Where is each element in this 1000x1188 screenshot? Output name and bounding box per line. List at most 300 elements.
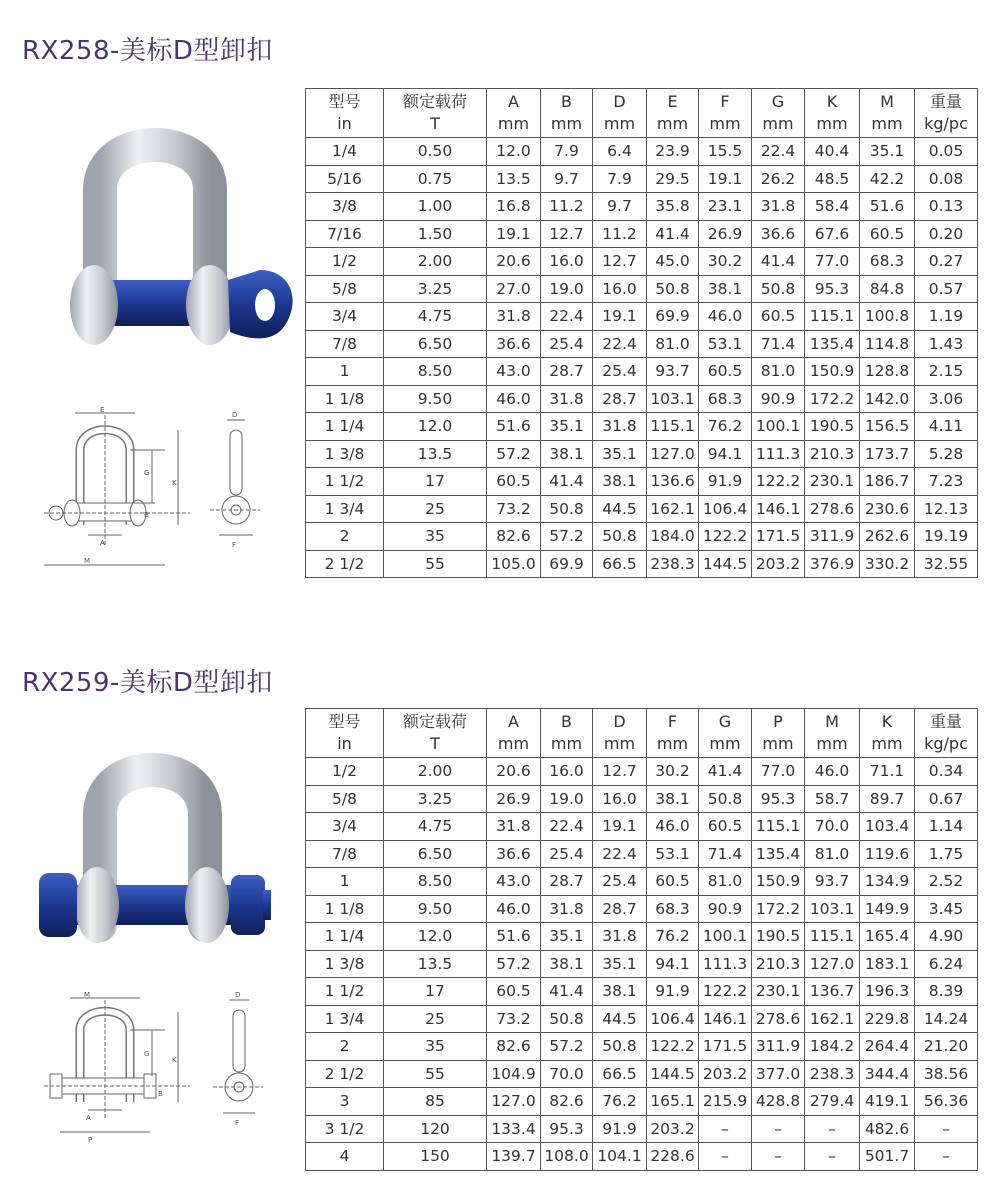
column-header-unit: mm: [871, 734, 903, 753]
table-cell: 22.4: [752, 138, 805, 166]
table-cell: 3.25: [384, 785, 487, 813]
table-cell: 68.3: [699, 385, 752, 413]
column-header-label: B: [561, 92, 572, 111]
column-header: [384, 709, 487, 758]
table-cell: 122.2: [699, 523, 752, 551]
table-cell: 29.5: [647, 165, 699, 193]
table-cell: 6.24: [915, 950, 978, 978]
table-cell: 230.1: [752, 978, 805, 1006]
section-title-rx258: RX258-美标D型卸扣: [22, 36, 273, 66]
column-header-label: G: [771, 92, 785, 111]
table-cell: 68.3: [647, 895, 699, 923]
column-header-unit: mm: [603, 114, 636, 133]
table-cell: 35: [384, 523, 487, 551]
table-cell: 150.9: [805, 358, 860, 386]
svg-text:P: P: [88, 1136, 93, 1144]
table-cell: 203.2: [699, 1060, 752, 1088]
column-header-label: G: [718, 712, 732, 731]
table-cell: 238.3: [805, 1060, 860, 1088]
table-cell: 60.5: [699, 358, 752, 386]
column-header-unit: T: [430, 114, 440, 133]
table-cell: 1.14: [915, 813, 978, 841]
column-header-unit: kg/pc: [924, 114, 968, 133]
table-cell: 5.28: [915, 440, 978, 468]
table-cell: 44.5: [593, 495, 647, 523]
table-cell: 3/4: [306, 813, 384, 841]
table-cell: 2: [306, 523, 384, 551]
table-cell: 156.5: [860, 413, 915, 441]
table-cell: 3/8: [306, 193, 384, 221]
column-header-unit: mm: [656, 114, 689, 133]
column-header-label: E: [667, 92, 678, 111]
table-cell: 186.7: [860, 468, 915, 496]
table-cell: 41.4: [752, 248, 805, 276]
table-cell: 60.5: [752, 303, 805, 331]
table-cell: 1 3/8: [306, 440, 384, 468]
table-cell: 330.2: [860, 550, 915, 578]
table-cell: 91.9: [593, 1115, 647, 1143]
table-cell: 133.4: [487, 1115, 541, 1143]
svg-text:B: B: [144, 511, 149, 519]
table-cell: 122.2: [647, 1033, 699, 1061]
table-row: [306, 468, 978, 496]
table-cell: 136.7: [805, 978, 860, 1006]
table-cell: 144.5: [699, 550, 752, 578]
table-cell: 57.2: [487, 950, 541, 978]
table-cell: 69.9: [541, 550, 593, 578]
shackle-photo-rx259: [35, 745, 275, 985]
table-cell: 55: [384, 550, 487, 578]
table-cell: 9.50: [384, 895, 487, 923]
column-header: [541, 709, 593, 758]
table-row: [306, 813, 978, 841]
column-header-unit: T: [430, 734, 440, 753]
table-cell: 7.9: [593, 165, 647, 193]
table-cell: 31.8: [487, 813, 541, 841]
table-cell: 36.6: [487, 330, 541, 358]
table-cell: 146.1: [752, 495, 805, 523]
table-cell: 184.2: [805, 1033, 860, 1061]
table-cell: 31.8: [541, 385, 593, 413]
table-cell: 1/2: [306, 248, 384, 276]
table-cell: 48.5: [805, 165, 860, 193]
table-cell: 50.8: [541, 1005, 593, 1033]
table-cell: 173.7: [860, 440, 915, 468]
table-cell: 60.5: [487, 978, 541, 1006]
table-row: [306, 1143, 978, 1171]
column-header: [860, 709, 915, 758]
column-header: [915, 89, 978, 138]
table-cell: 16.0: [593, 785, 647, 813]
column-header: [699, 709, 752, 758]
table-cell: 94.1: [647, 950, 699, 978]
table-cell: 1: [306, 868, 384, 896]
table-cell: 9.50: [384, 385, 487, 413]
table-cell: 19.0: [541, 785, 593, 813]
table-cell: 35.1: [541, 413, 593, 441]
table-cell: 31.8: [487, 303, 541, 331]
svg-text:G: G: [144, 469, 150, 477]
table-cell: 35.8: [647, 193, 699, 221]
spec-table-rx258: [305, 88, 978, 578]
table-cell: 22.4: [541, 813, 593, 841]
table-cell: 4.11: [915, 413, 978, 441]
table-cell: 104.1: [593, 1143, 647, 1171]
table-cell: 142.0: [860, 385, 915, 413]
table-cell: 94.1: [699, 440, 752, 468]
table-cell: 482.6: [860, 1115, 915, 1143]
table-cell: 66.5: [593, 1060, 647, 1088]
table-cell: 12.0: [384, 413, 487, 441]
column-header: [541, 89, 593, 138]
table-cell: 68.3: [860, 248, 915, 276]
table-cell: 20.6: [487, 758, 541, 786]
table-cell: 135.4: [805, 330, 860, 358]
table-cell: 40.4: [805, 138, 860, 166]
table-cell: 14.24: [915, 1005, 978, 1033]
table-cell: 165.1: [647, 1088, 699, 1116]
shackle-photo-rx258: [60, 120, 300, 370]
table-cell: 38.1: [699, 275, 752, 303]
table-cell: 41.4: [541, 468, 593, 496]
table-cell: 89.7: [860, 785, 915, 813]
table-cell: 162.1: [647, 495, 699, 523]
shackle-drawing-front-rx259: [40, 990, 200, 1150]
table-header-row: [306, 89, 978, 138]
table-header-row: [306, 709, 978, 758]
table-cell: 100.1: [752, 413, 805, 441]
table-cell: 16.0: [541, 248, 593, 276]
table-cell: 115.1: [805, 923, 860, 951]
column-header-label: F: [667, 712, 678, 731]
table-cell: 238.3: [647, 550, 699, 578]
table-row: [306, 1115, 978, 1143]
table-cell: 38.1: [647, 785, 699, 813]
table-cell: 25.4: [541, 330, 593, 358]
table-cell: 262.6: [860, 523, 915, 551]
table-cell: 3.45: [915, 895, 978, 923]
table-row: [306, 895, 978, 923]
table-cell: 25.4: [593, 868, 647, 896]
column-header: [752, 89, 805, 138]
table-cell: 1.00: [384, 193, 487, 221]
table-row: [306, 550, 978, 578]
column-header: [860, 89, 915, 138]
table-cell: 81.0: [699, 868, 752, 896]
table-cell: 56.36: [915, 1088, 978, 1116]
table-cell: 0.75: [384, 165, 487, 193]
table-cell: 51.6: [487, 413, 541, 441]
table-cell: 0.20: [915, 220, 978, 248]
table-row: [306, 303, 978, 331]
table-cell: 23.1: [699, 193, 752, 221]
table-cell: 0.34: [915, 758, 978, 786]
table-row: [306, 248, 978, 276]
table-cell: 20.6: [487, 248, 541, 276]
table-cell: 15.5: [699, 138, 752, 166]
table-row: [306, 1033, 978, 1061]
table-cell: 25.4: [541, 840, 593, 868]
table-cell: 19.1: [699, 165, 752, 193]
table-cell: 11.2: [593, 220, 647, 248]
table-cell: –: [752, 1115, 805, 1143]
table-cell: –: [699, 1143, 752, 1171]
table-cell: 27.0: [487, 275, 541, 303]
table-cell: 228.6: [647, 1143, 699, 1171]
table-cell: 91.9: [699, 468, 752, 496]
table-cell: 1 1/4: [306, 923, 384, 951]
table-cell: 70.0: [541, 1060, 593, 1088]
table-cell: 127.0: [487, 1088, 541, 1116]
column-header-label: M: [880, 92, 894, 111]
column-header-unit: mm: [550, 114, 583, 133]
table-cell: 8.50: [384, 358, 487, 386]
svg-text:A: A: [86, 1114, 91, 1122]
table-cell: 12.13: [915, 495, 978, 523]
table-cell: 203.2: [647, 1115, 699, 1143]
table-cell: 71.4: [752, 330, 805, 358]
svg-text:B: B: [158, 1090, 163, 1098]
table-cell: 196.3: [860, 978, 915, 1006]
column-header-unit: mm: [603, 734, 636, 753]
table-cell: 19.19: [915, 523, 978, 551]
table-cell: 171.5: [752, 523, 805, 551]
table-cell: –: [915, 1143, 978, 1171]
table-cell: 12.7: [593, 758, 647, 786]
table-cell: 1 1/2: [306, 468, 384, 496]
table-cell: 22.4: [593, 330, 647, 358]
table-cell: 70.0: [805, 813, 860, 841]
table-cell: 230.6: [860, 495, 915, 523]
column-header: [752, 709, 805, 758]
table-cell: 25: [384, 495, 487, 523]
table-cell: 60.5: [487, 468, 541, 496]
table-cell: 60.5: [647, 868, 699, 896]
table-cell: –: [699, 1115, 752, 1143]
table-cell: 31.8: [752, 193, 805, 221]
table-cell: 12.7: [593, 248, 647, 276]
column-header-unit: mm: [709, 734, 741, 753]
table-row: [306, 385, 978, 413]
table-cell: 13.5: [487, 165, 541, 193]
table-cell: 2: [306, 1033, 384, 1061]
table-cell: 7/8: [306, 840, 384, 868]
table-cell: 82.6: [487, 1033, 541, 1061]
table-cell: 16.8: [487, 193, 541, 221]
column-header: [306, 709, 384, 758]
svg-text:G: G: [144, 1050, 150, 1058]
table-cell: 67.6: [805, 220, 860, 248]
table-cell: 2 1/2: [306, 1060, 384, 1088]
table-cell: 3.25: [384, 275, 487, 303]
table-row: [306, 165, 978, 193]
table-cell: 76.2: [699, 413, 752, 441]
column-header-unit: in: [337, 734, 352, 753]
table-cell: 21.20: [915, 1033, 978, 1061]
table-row: [306, 758, 978, 786]
table-cell: 71.4: [699, 840, 752, 868]
table-cell: 13.5: [384, 950, 487, 978]
column-header: [487, 89, 541, 138]
table-cell: 2.00: [384, 758, 487, 786]
column-header: [306, 89, 384, 138]
table-cell: 1/4: [306, 138, 384, 166]
table-cell: 43.0: [487, 868, 541, 896]
table-cell: 35.1: [593, 950, 647, 978]
table-cell: 25: [384, 1005, 487, 1033]
table-row: [306, 785, 978, 813]
table-cell: 1 1/8: [306, 385, 384, 413]
table-cell: 35.1: [593, 440, 647, 468]
table-cell: 1 3/4: [306, 495, 384, 523]
table-cell: 111.3: [699, 950, 752, 978]
table-cell: 42.2: [860, 165, 915, 193]
column-header-label: A: [508, 712, 519, 731]
table-cell: 2.00: [384, 248, 487, 276]
table-row: [306, 138, 978, 166]
table-cell: 9.7: [593, 193, 647, 221]
table-cell: 278.6: [752, 1005, 805, 1033]
table-cell: 376.9: [805, 550, 860, 578]
table-cell: 9.7: [541, 165, 593, 193]
spec-table-rx259: [305, 708, 978, 1171]
table-cell: 4.75: [384, 813, 487, 841]
table-cell: 1.50: [384, 220, 487, 248]
table-cell: 106.4: [699, 495, 752, 523]
table-cell: 51.6: [860, 193, 915, 221]
table-cell: 46.0: [699, 303, 752, 331]
table-cell: 1/2: [306, 758, 384, 786]
svg-text:A: A: [100, 539, 105, 547]
table-cell: 60.5: [699, 813, 752, 841]
table-cell: 30.2: [699, 248, 752, 276]
table-cell: 115.1: [752, 813, 805, 841]
svg-text:D: D: [232, 411, 238, 419]
table-cell: 428.8: [752, 1088, 805, 1116]
svg-text:K: K: [172, 479, 177, 487]
table-cell: 82.6: [487, 523, 541, 551]
table-row: [306, 523, 978, 551]
column-header: [384, 89, 487, 138]
table-cell: 264.4: [860, 1033, 915, 1061]
column-header-unit: kg/pc: [924, 734, 968, 753]
table-cell: –: [752, 1143, 805, 1171]
column-header-unit: mm: [497, 734, 530, 753]
table-cell: 57.2: [541, 523, 593, 551]
table-cell: 100.1: [699, 923, 752, 951]
column-header-unit: mm: [762, 734, 794, 753]
table-row: [306, 275, 978, 303]
table-row: [306, 923, 978, 951]
table-cell: 115.1: [647, 413, 699, 441]
table-cell: 210.3: [805, 440, 860, 468]
column-header-unit: mm: [816, 114, 848, 133]
table-cell: 22.4: [541, 303, 593, 331]
table-cell: 19.0: [541, 275, 593, 303]
shackle-drawing-side-rx259: [205, 985, 265, 1135]
column-header: [647, 709, 699, 758]
table-row: [306, 330, 978, 358]
table-cell: 50.8: [647, 275, 699, 303]
svg-text:E: E: [100, 406, 105, 414]
table-cell: 71.1: [860, 758, 915, 786]
table-cell: 46.0: [805, 758, 860, 786]
column-header: [647, 89, 699, 138]
column-header-label: 型号: [328, 92, 361, 111]
svg-text:M: M: [84, 557, 91, 565]
table-cell: 81.0: [752, 358, 805, 386]
table-cell: 60.5: [860, 220, 915, 248]
table-cell: 120: [384, 1115, 487, 1143]
column-header: [915, 709, 978, 758]
table-row: [306, 413, 978, 441]
table-cell: 4: [306, 1143, 384, 1171]
table-cell: 17: [384, 978, 487, 1006]
table-cell: 1 3/4: [306, 1005, 384, 1033]
table-cell: –: [805, 1143, 860, 1171]
table-cell: 53.1: [699, 330, 752, 358]
table-cell: 419.1: [860, 1088, 915, 1116]
table-cell: 7/16: [306, 220, 384, 248]
table-cell: 69.9: [647, 303, 699, 331]
table-cell: 162.1: [805, 1005, 860, 1033]
column-header: [487, 709, 541, 758]
table-cell: 311.9: [752, 1033, 805, 1061]
table-cell: 8.39: [915, 978, 978, 1006]
table-cell: 82.6: [541, 1088, 593, 1116]
table-cell: 16.0: [593, 275, 647, 303]
table-cell: 93.7: [805, 868, 860, 896]
table-cell: 50.8: [593, 1033, 647, 1061]
section-title-rx259: RX259-美标D型卸扣: [22, 668, 273, 698]
table-cell: 35.1: [860, 138, 915, 166]
table-cell: 73.2: [487, 1005, 541, 1033]
column-header-unit: mm: [871, 114, 903, 133]
table-cell: 149.9: [860, 895, 915, 923]
table-cell: 0.57: [915, 275, 978, 303]
table-cell: 0.27: [915, 248, 978, 276]
column-header-label: M: [825, 712, 839, 731]
table-cell: 279.4: [805, 1088, 860, 1116]
table-cell: 103.1: [805, 895, 860, 923]
table-cell: 127.0: [647, 440, 699, 468]
table-cell: 26.9: [487, 785, 541, 813]
table-cell: 28.7: [593, 895, 647, 923]
table-cell: 44.5: [593, 1005, 647, 1033]
table-cell: 76.2: [647, 923, 699, 951]
table-cell: 38.1: [541, 440, 593, 468]
table-cell: 190.5: [752, 923, 805, 951]
table-cell: 12.0: [384, 923, 487, 951]
table-cell: 1: [306, 358, 384, 386]
table-row: [306, 495, 978, 523]
table-cell: 172.2: [805, 385, 860, 413]
table-cell: 30.2: [647, 758, 699, 786]
table-cell: 0.13: [915, 193, 978, 221]
table-cell: 66.5: [593, 550, 647, 578]
table-cell: 278.6: [805, 495, 860, 523]
table-cell: 111.3: [752, 440, 805, 468]
table-cell: 41.4: [647, 220, 699, 248]
table-cell: 7.23: [915, 468, 978, 496]
table-cell: 115.1: [805, 303, 860, 331]
table-cell: 2.15: [915, 358, 978, 386]
table-cell: 150: [384, 1143, 487, 1171]
table-cell: 95.3: [752, 785, 805, 813]
table-cell: 28.7: [541, 358, 593, 386]
column-header: [805, 709, 860, 758]
table-cell: 108.0: [541, 1143, 593, 1171]
